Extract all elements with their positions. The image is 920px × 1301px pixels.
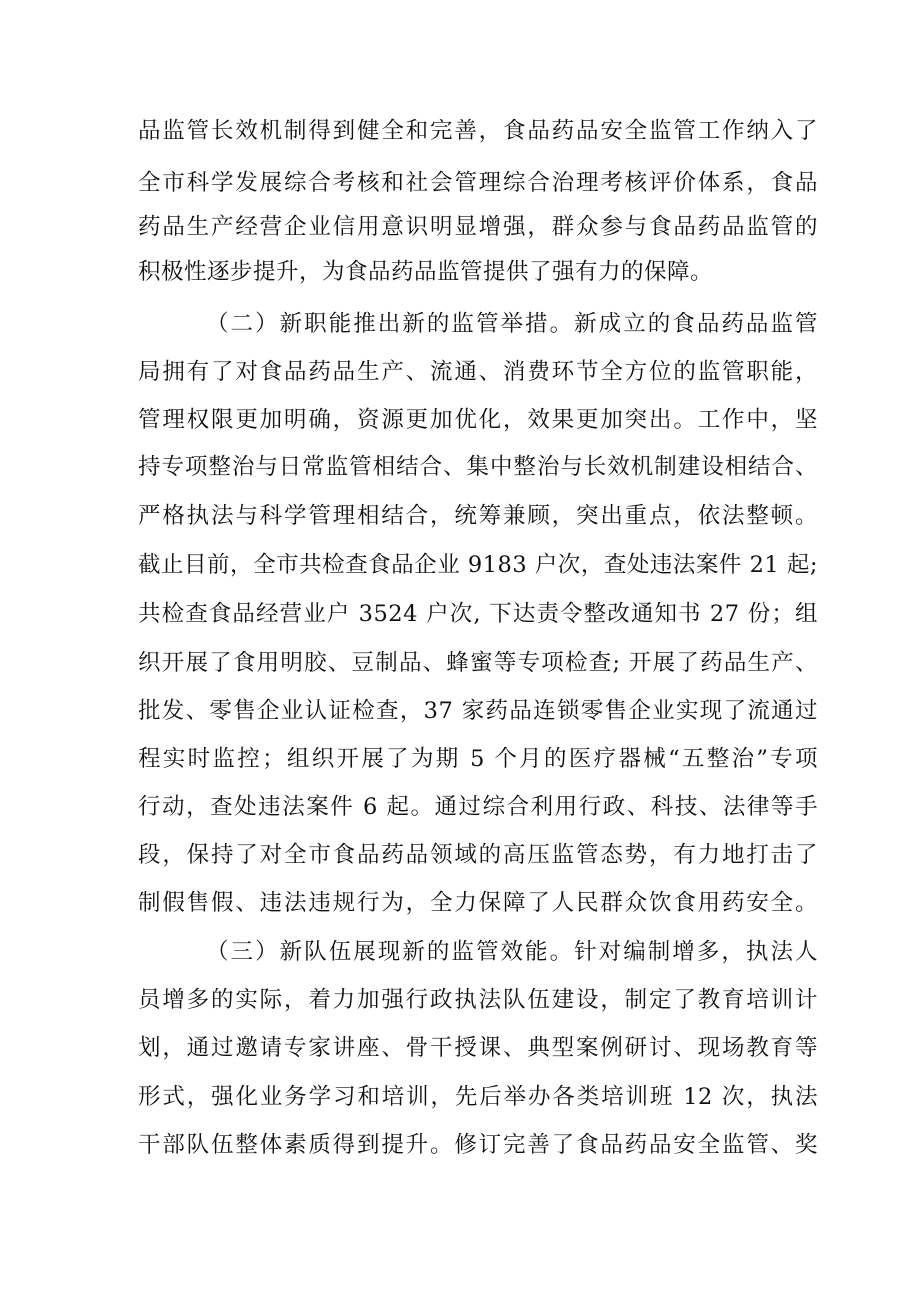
text-line: 行动，查处违法案件 6 起。通过综合利用行政、科技、法律等手 <box>138 794 818 820</box>
text-line: 员增多的实际，着力加强行政执法队伍建设，制定了教育培训计 <box>138 987 818 1013</box>
text-line: 品监管长效机制得到健全和完善，食品药品安全监管工作纳入了 <box>138 118 818 144</box>
text-line: 严格执法与科学管理相结合，统筹兼顾，突出重点，依法整顿。 <box>138 503 818 529</box>
text-line: 局拥有了对食品药品生产、流通、消费环节全方位的监管职能， <box>138 359 818 385</box>
paragraph-2-heading-line: （二）新职能推出新的监管举措。新成立的食品药品监管 <box>206 311 818 337</box>
text-line: 段，保持了对全市食品药品领域的高压监管态势，有力地打击了 <box>138 842 818 868</box>
text-line: 共检查食品经营业户 3524 户次, 下达责令整改通知书 27 份；组 <box>138 601 818 627</box>
text-line: 批发、零售企业认证检查，37 家药品连锁零售企业实现了流通过 <box>138 698 818 724</box>
text-line: 干部队伍整体素质得到提升。修订完善了食品药品安全监管、奖 <box>138 1132 818 1158</box>
text-line: 药品生产经营企业信用意识明显增强，群众参与食品药品监管的 <box>138 214 818 240</box>
text-line: 织开展了食用明胶、豆制品、蜂蜜等专项检查; 开展了药品生产、 <box>138 650 818 676</box>
text-line: 划，通过邀请专家讲座、骨干授课、典型案例研讨、现场教育等 <box>138 1035 818 1061</box>
text-line: 持专项整治与日常监管相结合、集中整治与长效机制建设相结合、 <box>138 454 818 480</box>
text-line: 程实时监控；组织开展了为期 5 个月的医疗器械“五整治”专项 <box>138 746 818 772</box>
paragraph-3-heading-line: （三）新队伍展现新的监管效能。针对编制增多，执法人 <box>206 939 818 965</box>
text-line: 全市科学发展综合考核和社会管理综合治理考核评价体系，食品 <box>138 170 818 196</box>
text-line: 形式，强化业务学习和培训，先后举办各类培训班 12 次，执法 <box>138 1084 818 1110</box>
text-line: 截止目前，全市共检查食品企业 9183 户次，查处违法案件 21 起; <box>138 552 818 578</box>
text-line: 管理权限更加明确，资源更加优化，效果更加突出。工作中，坚 <box>138 407 818 433</box>
text-line: 制假售假、违法违规行为，全力保障了人民群众饮食用药安全。 <box>138 890 818 916</box>
text-line: 积极性逐步提升，为食品药品监管提供了强有力的保障。 <box>138 259 714 285</box>
